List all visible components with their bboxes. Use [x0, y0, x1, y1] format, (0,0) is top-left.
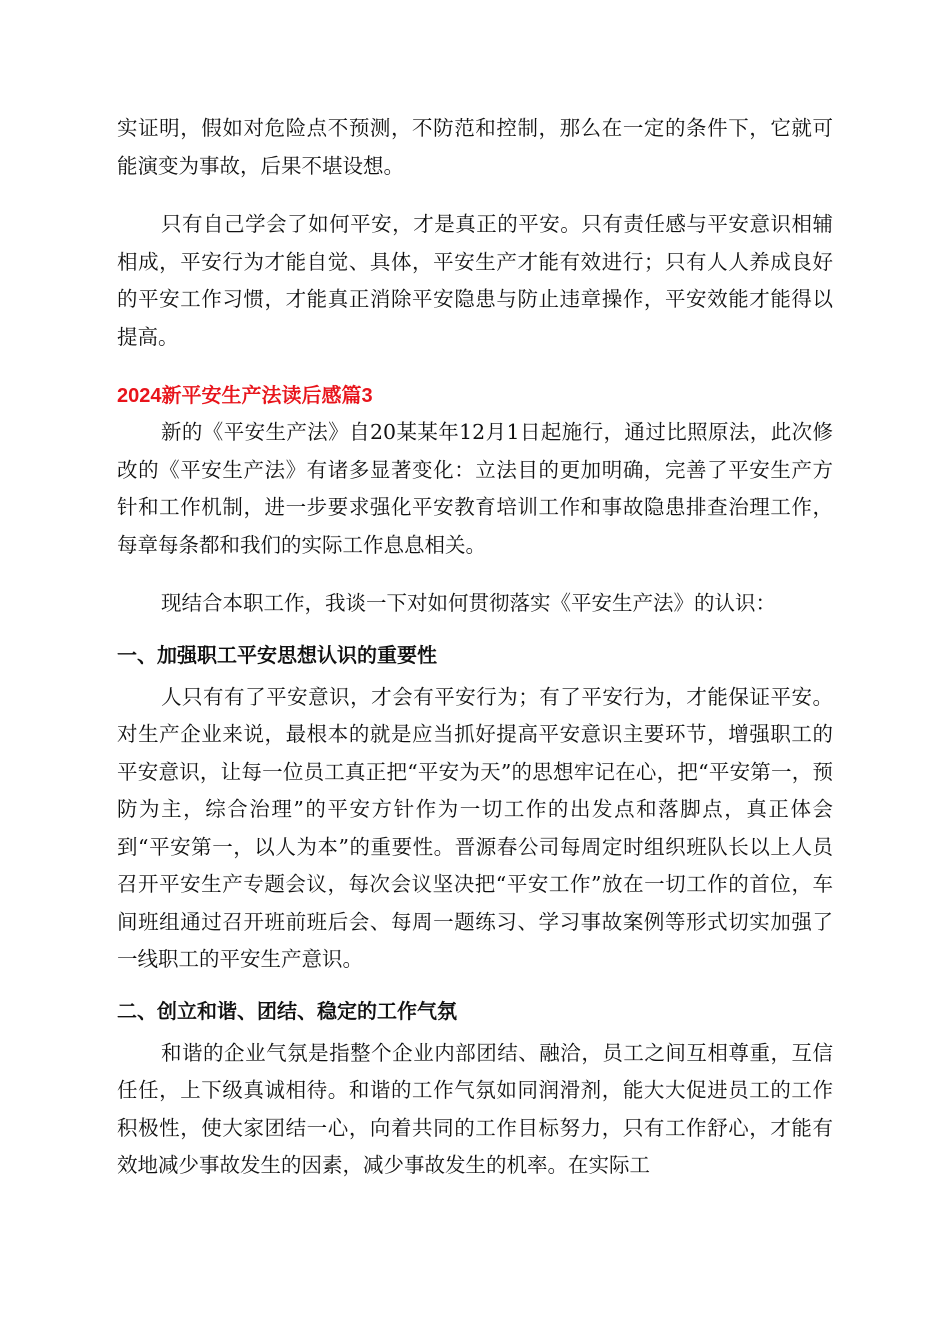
- document-body: [117, 110, 833, 1185]
- paragraph-safety-awareness: 只有自己学会了如何平安，才是真正的平安。只有责任感与平安意识相辅相成，平安行为才能自觉、具体，平安生产才能有效进行；只有人人养成良好的平安工作习惯，才能真正消除平安隐患与防止违章操作，平安效能才能得以提高。: [117, 212, 833, 349]
- paragraph-intro: 现结合本职工作，我谈一下对如何贯彻落实《平安生产法》的认识：: [161, 591, 776, 615]
- paragraph-awareness-importance: 人只有有了平安意识，才会有平安行为；有了平安行为，才能保证平安。对生产企业来说，最根本的就是应当抓好提高平安意识主要环节，增强职工的平安意识，让每一位员工真正把“平安为天”的思想牢记在心，把“平安第一，预防为主，综合治理”的平安方针作为一切工作的出发点和落脚点，真正体会到“平安第一，以人为本”的重要性。晋源春公司每周定时组织班队长以上人员召开平安生产专题会议，每次会议坚决把“平安工作”放在一切工作的首位，车间班组通过召开班前班后会、每周一题练习、学习事故案例等形式切实加强了一线职工的平安生产意识。: [117, 684, 833, 971]
- section-title: 2024新平安生产法读后感篇3: [117, 385, 373, 407]
- paragraph-harmony: 和谐的企业气氛是指整个企业内部团结、融洽，员工之间互相尊重，互信任任，上下级真诚相待。和谐的工作气氛如同润滑剂，能大大促进员工的工作积极性，使大家团结一心，向着共同的工作目标努力，只有工作舒心，才能有效地减少事故发生的因素，减少事故发生的机率。在实际工: [117, 1040, 833, 1177]
- paragraph-continuation: 实证明，假如对危险点不预测，不防范和控制，那么在一定的条件下，它就可能演变为事故，后果不堪设想。: [117, 116, 833, 178]
- paragraph-new-law: 新的《平安生产法》自20某某年12月1日起施行，通过比照原法，此次修改的《平安生产法》有诸多显著变化：立法目的更加明确，完善了平安生产方针和工作机制，进一步要求强化平安教育培训工作和事故隐患排查治理工作，每章每条都和我们的实际工作息息相关。: [117, 420, 833, 557]
- heading-two: 二、创立和谐、团结、稳定的工作气氛: [117, 998, 457, 1023]
- heading-one: 一、加强职工平安思想认识的重要性: [117, 642, 437, 667]
